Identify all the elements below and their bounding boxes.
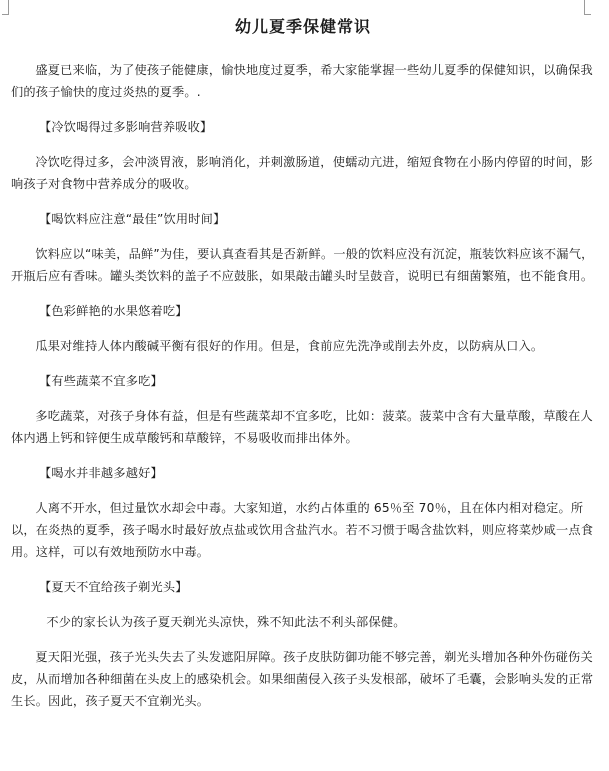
section-heading-vegetables: 【有些蔬菜不宜多吃】 xyxy=(39,374,163,388)
paragraph-spacer xyxy=(11,633,595,646)
section-body-water: 人离不开水，但过量饮水却会中毒。大家知道，水约占体重的 65％至 70％，且在体内相对稳定。所以，在炎热的夏季，孩子喝水时最好放点盐或饮用含盐汽水。若不习惯于喝含盐饮料，则应将菜炒咸一点食用。这样，可以有效地预防水中毒。 xyxy=(11,501,594,559)
section-heading-drink-timing: 【喝饮料应注意“最佳”饮用时间】 xyxy=(39,212,226,226)
section-heading-water: 【喝水并非越多越好】 xyxy=(39,466,163,480)
section-heading-cold-drinks: 【冷饮喝得过多影响营养吸收】 xyxy=(39,120,213,134)
section-heading-fruit: 【色彩鲜艳的水果悠着吃】 xyxy=(39,304,188,318)
intro-paragraph: 盛夏已来临，为了使孩子能健康，愉快地度过夏季，希大家能掌握一些幼儿夏季的保健知识，以确保我们的孩子愉快的度过炎热的夏季。. xyxy=(11,63,593,99)
section-body-shaved-head: 不少的家长认为孩子夏天剃光头凉快，殊不知此法不利头部保健。 xyxy=(46,615,406,629)
page-corner-mark-left xyxy=(2,0,9,15)
section-body-drink-timing: 饮料应以“味美，品鲜”为佳，要认真查看其是否新鲜。一般的饮料应没有沉淀，瓶装饮料应该不漏气，开瓶后应有香味。罐头类饮料的盖子不应鼓胀，如果敲击罐头时呈鼓音，说明已有细菌繁殖，也不能食用。 xyxy=(11,247,594,283)
section-heading-shaved-head: 【夏天不宜给孩子剃光头】 xyxy=(39,580,188,594)
document-title: 幼儿夏季保健常识 xyxy=(234,17,371,36)
section-body-shaved-head-continued: 夏天阳光强，孩子光头失去了头发遮阳屏障。孩子皮肤防御功能不够完善，剃光头增加各种外伤碰伤关皮，从而增加各种细菌在头皮上的感染机会。如果细菌侵入孩子头发根部，破坏了毛囊，会影响头发的正常生长。因此，孩子夏天不宜剃光头。 xyxy=(11,650,594,708)
section-body-vegetables: 多吃蔬菜，对孩子身体有益，但是有些蔬菜却不宜多吃，比如：菠菜。菠菜中含有大量草酸，草酸在人体内遇上钙和锌便生成草酸钙和草酸锌，不易吸收而排出体外。 xyxy=(11,409,593,445)
section-body-fruit: 瓜果对维持人体内酸碱平衡有很好的作用。但是，食前应先洗净或削去外皮，以防病从口入。 xyxy=(35,339,544,353)
section-body-cold-drinks: 冷饮吃得过多，会冲淡胃液，影响消化，并刺激肠道，使蠕动亢进，缩短食物在小肠内停留的时间，影响孩子对食物中营养成分的吸收。 xyxy=(11,155,593,191)
page-corner-mark-right xyxy=(584,0,591,15)
